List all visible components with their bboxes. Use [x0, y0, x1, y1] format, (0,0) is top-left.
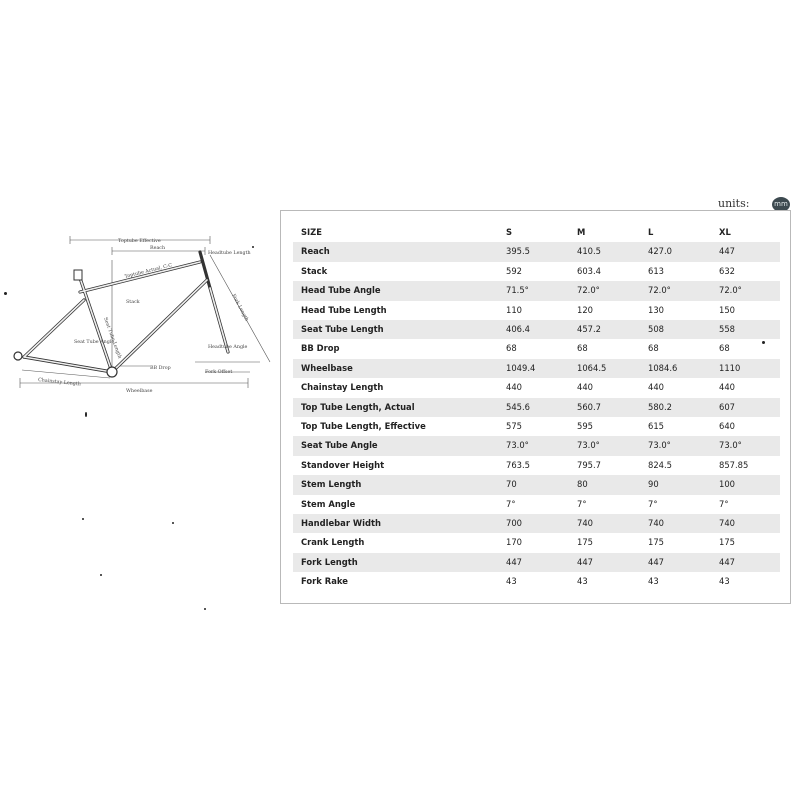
row-label: Fork Rake	[301, 576, 348, 587]
row-value: 440	[506, 382, 522, 393]
units-badge[interactable]: mm	[772, 197, 790, 212]
scan-speck	[85, 412, 87, 417]
row-label: BB Drop	[301, 343, 340, 354]
row-value: 440	[719, 382, 735, 393]
table-row	[293, 533, 780, 552]
row-value: 508	[648, 324, 664, 334]
table-row	[293, 514, 780, 533]
row-value: 740	[648, 518, 664, 528]
row-value: 1064.5	[577, 362, 607, 373]
row-label: Seat Tube Angle	[301, 440, 378, 451]
row-value: 73.0°	[719, 440, 742, 451]
row-value: 80	[577, 479, 588, 490]
row-value: 68	[577, 343, 588, 354]
row-value: 427.0	[648, 246, 672, 257]
rear-dropout	[14, 352, 22, 360]
row-value: 73.0°	[506, 440, 529, 451]
row-label: Top Tube Length, Effective	[301, 421, 426, 431]
row-label: Handlebar Width	[301, 518, 381, 528]
header-size-column: XL	[719, 227, 731, 237]
row-value: 740	[577, 518, 593, 528]
table-row	[293, 436, 780, 455]
label-bb-drop: BB Drop	[150, 366, 171, 371]
label-toptube-actual: Toptube Actual, C-C	[124, 263, 173, 280]
label-toptube-effective: Toptube Effective	[118, 239, 161, 244]
row-value: 120	[577, 304, 593, 315]
scan-speck	[82, 518, 84, 520]
row-value: 100	[719, 479, 735, 490]
row-value: 1084.6	[648, 362, 678, 373]
table-row	[293, 301, 780, 320]
row-value: 457.2	[577, 324, 601, 334]
row-value: 700	[506, 518, 522, 528]
row-value: 440	[648, 382, 664, 393]
row-value: 595	[577, 421, 593, 431]
row-value: 740	[719, 518, 735, 528]
row-value: 592	[506, 265, 522, 276]
table-row	[293, 456, 780, 475]
row-value: 824.5	[648, 459, 672, 470]
row-value: 1049.4	[506, 362, 536, 373]
label-reach: Reach	[150, 246, 166, 251]
row-value: 857.85	[719, 459, 749, 470]
row-value: 613	[648, 265, 664, 276]
table-row	[293, 398, 780, 417]
table-row	[293, 495, 780, 514]
label-headtube-length: Headtube Length	[208, 251, 251, 256]
label-seat-tube-angle: Seat Tube Angle	[74, 340, 115, 345]
chainstay-dimension	[22, 370, 110, 378]
row-value: 447	[719, 556, 735, 567]
table-row	[293, 359, 780, 378]
row-value: 447	[577, 556, 593, 567]
table-row	[293, 320, 780, 339]
row-value: 603.4	[577, 265, 601, 276]
row-value: 615	[648, 421, 664, 431]
row-value: 7°	[577, 498, 587, 509]
row-value: 640	[719, 421, 735, 431]
row-label: Reach	[301, 246, 330, 257]
row-value: 175	[648, 537, 664, 548]
header-size-column: L	[648, 227, 654, 237]
label-headtube-angle: Headtube Angle	[208, 345, 248, 350]
table-row	[293, 553, 780, 572]
scan-speck	[172, 522, 174, 524]
row-label: Head Tube Length	[301, 304, 387, 315]
seat-clamp	[74, 270, 82, 280]
row-value: 447	[648, 556, 664, 567]
row-value: 72.0°	[648, 285, 671, 296]
scan-speck	[252, 246, 254, 248]
row-value: 68	[648, 343, 659, 354]
table-row	[293, 417, 780, 436]
row-value: 68	[719, 343, 730, 354]
label-stack: Stack	[126, 300, 140, 305]
row-value: 90	[648, 479, 659, 490]
table-row	[293, 262, 780, 281]
row-value: 110	[506, 304, 522, 315]
row-value: 73.0°	[648, 440, 671, 451]
row-value: 632	[719, 265, 735, 276]
label-fork-offset: Fork Offset	[205, 370, 233, 375]
table-row	[293, 281, 780, 300]
row-value: 43	[506, 576, 517, 587]
scan-speck	[100, 574, 102, 576]
row-value: 170	[506, 537, 522, 548]
label-fork-length: Fork Length	[230, 293, 249, 323]
row-label: Top Tube Length, Actual	[301, 401, 415, 412]
row-value: 175	[577, 537, 593, 548]
frame-geometry-diagram	[0, 228, 272, 403]
row-label: Stem Angle	[301, 498, 356, 509]
row-label: Seat Tube Length	[301, 324, 384, 334]
scan-speck	[762, 341, 765, 344]
geometry-table	[280, 210, 791, 604]
row-value: 545.6	[506, 401, 530, 412]
row-value: 7°	[648, 498, 658, 509]
row-label: Stack	[301, 265, 328, 276]
row-value: 795.7	[577, 459, 601, 470]
header-size-column: S	[506, 227, 513, 237]
row-value: 7°	[719, 498, 729, 509]
row-value: 447	[719, 246, 735, 257]
row-value: 73.0°	[577, 440, 600, 451]
row-label: Fork Length	[301, 556, 358, 567]
label-wheelbase: Wheelbase	[126, 389, 153, 394]
row-value: 130	[648, 304, 664, 315]
row-value: 150	[719, 304, 735, 315]
row-value: 70	[506, 479, 517, 490]
table-row	[293, 572, 780, 591]
row-value: 440	[577, 382, 593, 393]
bottom-bracket	[107, 367, 117, 377]
units-label: units:	[718, 197, 750, 210]
row-label: Chainstay Length	[301, 382, 384, 393]
row-value: 72.0°	[577, 285, 600, 296]
label-seat-tube-length: Seat Tube Length	[102, 316, 122, 360]
row-label: Standover Height	[301, 459, 385, 470]
row-value: 175	[719, 537, 735, 548]
row-value: 43	[648, 576, 659, 587]
row-value: 43	[577, 576, 588, 587]
row-value: 580.2	[648, 401, 672, 412]
row-value: 72.0°	[719, 285, 742, 296]
row-value: 607	[719, 401, 735, 412]
row-value: 43	[719, 576, 730, 587]
scan-speck	[4, 292, 7, 295]
header-size: SIZE	[301, 227, 322, 237]
row-label: Wheelbase	[301, 362, 353, 373]
table-header-row	[293, 223, 780, 242]
table-row	[293, 339, 780, 358]
row-value: 763.5	[506, 459, 530, 470]
row-value: 575	[506, 421, 522, 431]
scan-speck	[204, 608, 206, 610]
row-label: Crank Length	[301, 537, 365, 548]
row-value: 560.7	[577, 401, 601, 412]
row-label: Head Tube Angle	[301, 285, 381, 296]
row-value: 71.5°	[506, 285, 529, 296]
table-row	[293, 242, 780, 261]
row-value: 1110	[719, 362, 741, 373]
row-value: 558	[719, 324, 735, 334]
table-row	[293, 475, 780, 494]
row-value: 68	[506, 343, 517, 354]
row-label: Stem Length	[301, 479, 362, 490]
label-chainstay-length: Chainstay Length	[37, 378, 82, 388]
row-value: 7°	[506, 498, 516, 509]
header-size-column: M	[577, 227, 586, 237]
row-value: 447	[506, 556, 522, 567]
table-row	[293, 378, 780, 397]
row-value: 395.5	[506, 246, 530, 257]
row-value: 410.5	[577, 246, 601, 257]
row-value: 406.4	[506, 324, 530, 334]
